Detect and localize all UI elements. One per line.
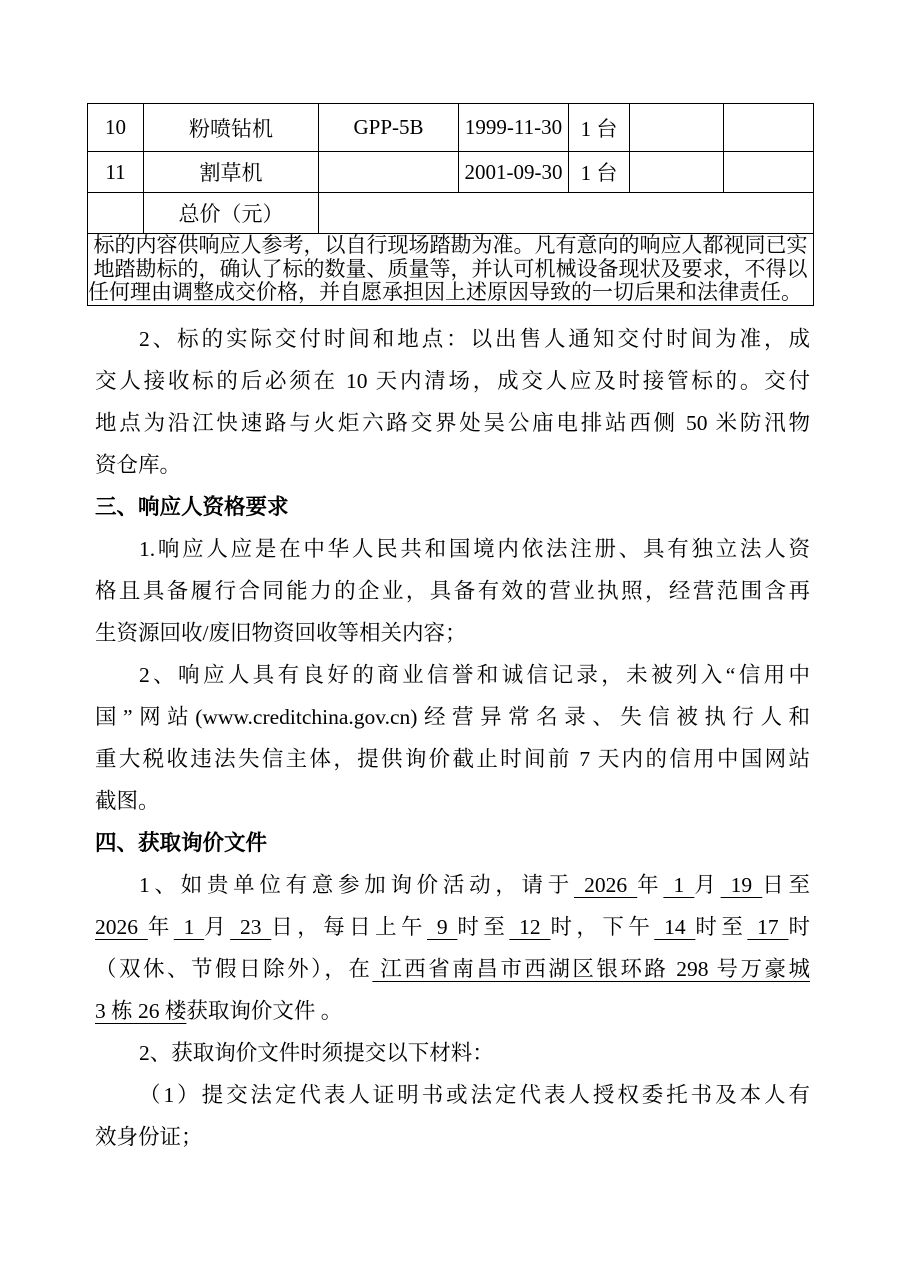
text-segment: 效身份证； [95, 1125, 203, 1149]
note-row [88, 234, 814, 306]
cell-quantity: 1 台 [569, 152, 630, 193]
text-line [95, 444, 810, 486]
text-segment: 生资源回收/废旧物资回收等相关内容； [95, 621, 467, 645]
text-segment: 1.响应人应是在中华人民共和国境内依法注册、具有独立法人资 [139, 537, 810, 561]
filled-blank-underlined: 1 [173, 915, 205, 939]
cell-model [319, 152, 459, 193]
text-segment: 地点为沿江快速路与火炬六路交界处吴公庙电排站西侧 50 米防汛物 [95, 411, 810, 435]
table-row-10 [88, 104, 814, 152]
filled-blank-underlined: 14 [654, 915, 696, 939]
text-segment: 资仓库。 [95, 453, 182, 477]
text-line [95, 360, 810, 402]
text-line [95, 402, 810, 444]
filled-blank-underlined: 12 [509, 915, 551, 939]
text-line [95, 654, 810, 696]
text-line [95, 780, 810, 822]
text-segment: 2、响应人具有良好的商业信誉和诚信记录，未被列入“信用中 [139, 663, 810, 687]
cell-empty [88, 193, 144, 234]
text-segment: 日至 [762, 873, 810, 897]
filled-blank-underlined: 17 [747, 915, 789, 939]
filled-blank-underlined: 2026 [95, 915, 148, 939]
text-line [95, 612, 810, 654]
filled-blank-underlined: 19 [720, 873, 763, 897]
text-segment: 年 [147, 915, 174, 939]
cell-name: 粉喷钻机 [144, 104, 319, 152]
document-body [95, 318, 810, 1158]
text-line [95, 1116, 810, 1158]
section-heading [95, 822, 810, 864]
filled-blank-underlined: 1 [663, 873, 695, 897]
text-segment: 重大税收违法失信主体，提供询价截止时间前 7 天内的信用中国网站 [95, 747, 810, 771]
text-segment: 时至 [457, 915, 510, 939]
text-line [95, 318, 810, 360]
text-segment: 月 [694, 873, 721, 897]
total-row [88, 193, 814, 234]
text-segment: 时 [788, 915, 810, 939]
text-line [95, 696, 810, 738]
filled-blank-underlined: 9 [427, 915, 458, 939]
filled-blank-underlined: 23 [230, 915, 272, 939]
cell-empty [630, 104, 724, 152]
text-line [95, 1032, 810, 1074]
cell-empty [630, 152, 724, 193]
cell-empty [724, 152, 814, 193]
text-segment: 时，下午 [550, 915, 655, 939]
text-segment: （1）提交法定代表人证明书或法定代表人授权委托书及本人有 [139, 1083, 810, 1107]
text-line [95, 738, 810, 780]
text-segment: 时至 [695, 915, 748, 939]
table-row-11 [88, 152, 814, 193]
cell-index: 10 [88, 104, 144, 152]
text-segment: 2、获取询价文件时须提交以下材料： [139, 1041, 494, 1065]
total-price-label: 总价（元） [144, 193, 319, 234]
total-price-value [319, 193, 814, 234]
text-segment: 2、标的实际交付时间和地点：以出售人通知交付时间为准，成 [139, 327, 810, 351]
text-segment: 年 [637, 873, 664, 897]
cell-date: 1999-11-30 [459, 104, 569, 152]
text-segment: 截图。 [95, 789, 160, 813]
cell-index: 11 [88, 152, 144, 193]
cell-model: GPP-5B [319, 104, 459, 152]
section-heading [95, 486, 810, 528]
filled-blank-underlined: 江西省南昌市西湖区银环路 298 号万豪城 [372, 957, 810, 981]
text-line [95, 570, 810, 612]
text-segment: 1、如贵单位有意参加询价活动，请于 [139, 873, 574, 897]
cell-empty [724, 104, 814, 152]
cell-quantity: 1 台 [569, 104, 630, 152]
items-table [87, 103, 814, 306]
cell-name: 割草机 [144, 152, 319, 193]
text-segment: 四、获取询价文件 [95, 831, 268, 855]
text-segment: 月 [204, 915, 231, 939]
cell-date: 2001-09-30 [459, 152, 569, 193]
text-segment: 格且具备履行合同能力的企业，具备有效的营业执照，经营范围含再 [95, 579, 810, 603]
text-segment: （双休、节假日除外），在 [95, 957, 373, 981]
text-line [95, 906, 810, 948]
text-line [95, 864, 810, 906]
text-line [95, 1074, 810, 1116]
filled-blank-underlined: 2026 [573, 873, 638, 897]
text-segment: 国”网站(www.creditchina.gov.cn)经营异常名录、失信被执行人和 [95, 705, 810, 729]
table-note: 标的内容供响应人参考，以自行现场踏勘为准。凡有意向的响应人都视同已实地踏勘标的，确认了标的数量、质量等，并认可机械设备现状及要求，不得以任何理由调整成交价格，并自愿承担因上述原因导致的一切后果和法律责任。 [88, 234, 814, 306]
text-segment: 交人接收标的后必须在 10 天内清场，成交人应及时接管标的。交付 [95, 369, 810, 393]
text-segment: 三、响应人资格要求 [95, 495, 289, 519]
text-segment: 获取询价文件 。 [186, 999, 343, 1023]
text-line [95, 948, 810, 990]
text-line [95, 990, 810, 1032]
filled-blank-underlined: 3 栋 26 楼 [95, 999, 187, 1023]
text-segment: 日，每日上午 [271, 915, 427, 939]
text-line [95, 528, 810, 570]
